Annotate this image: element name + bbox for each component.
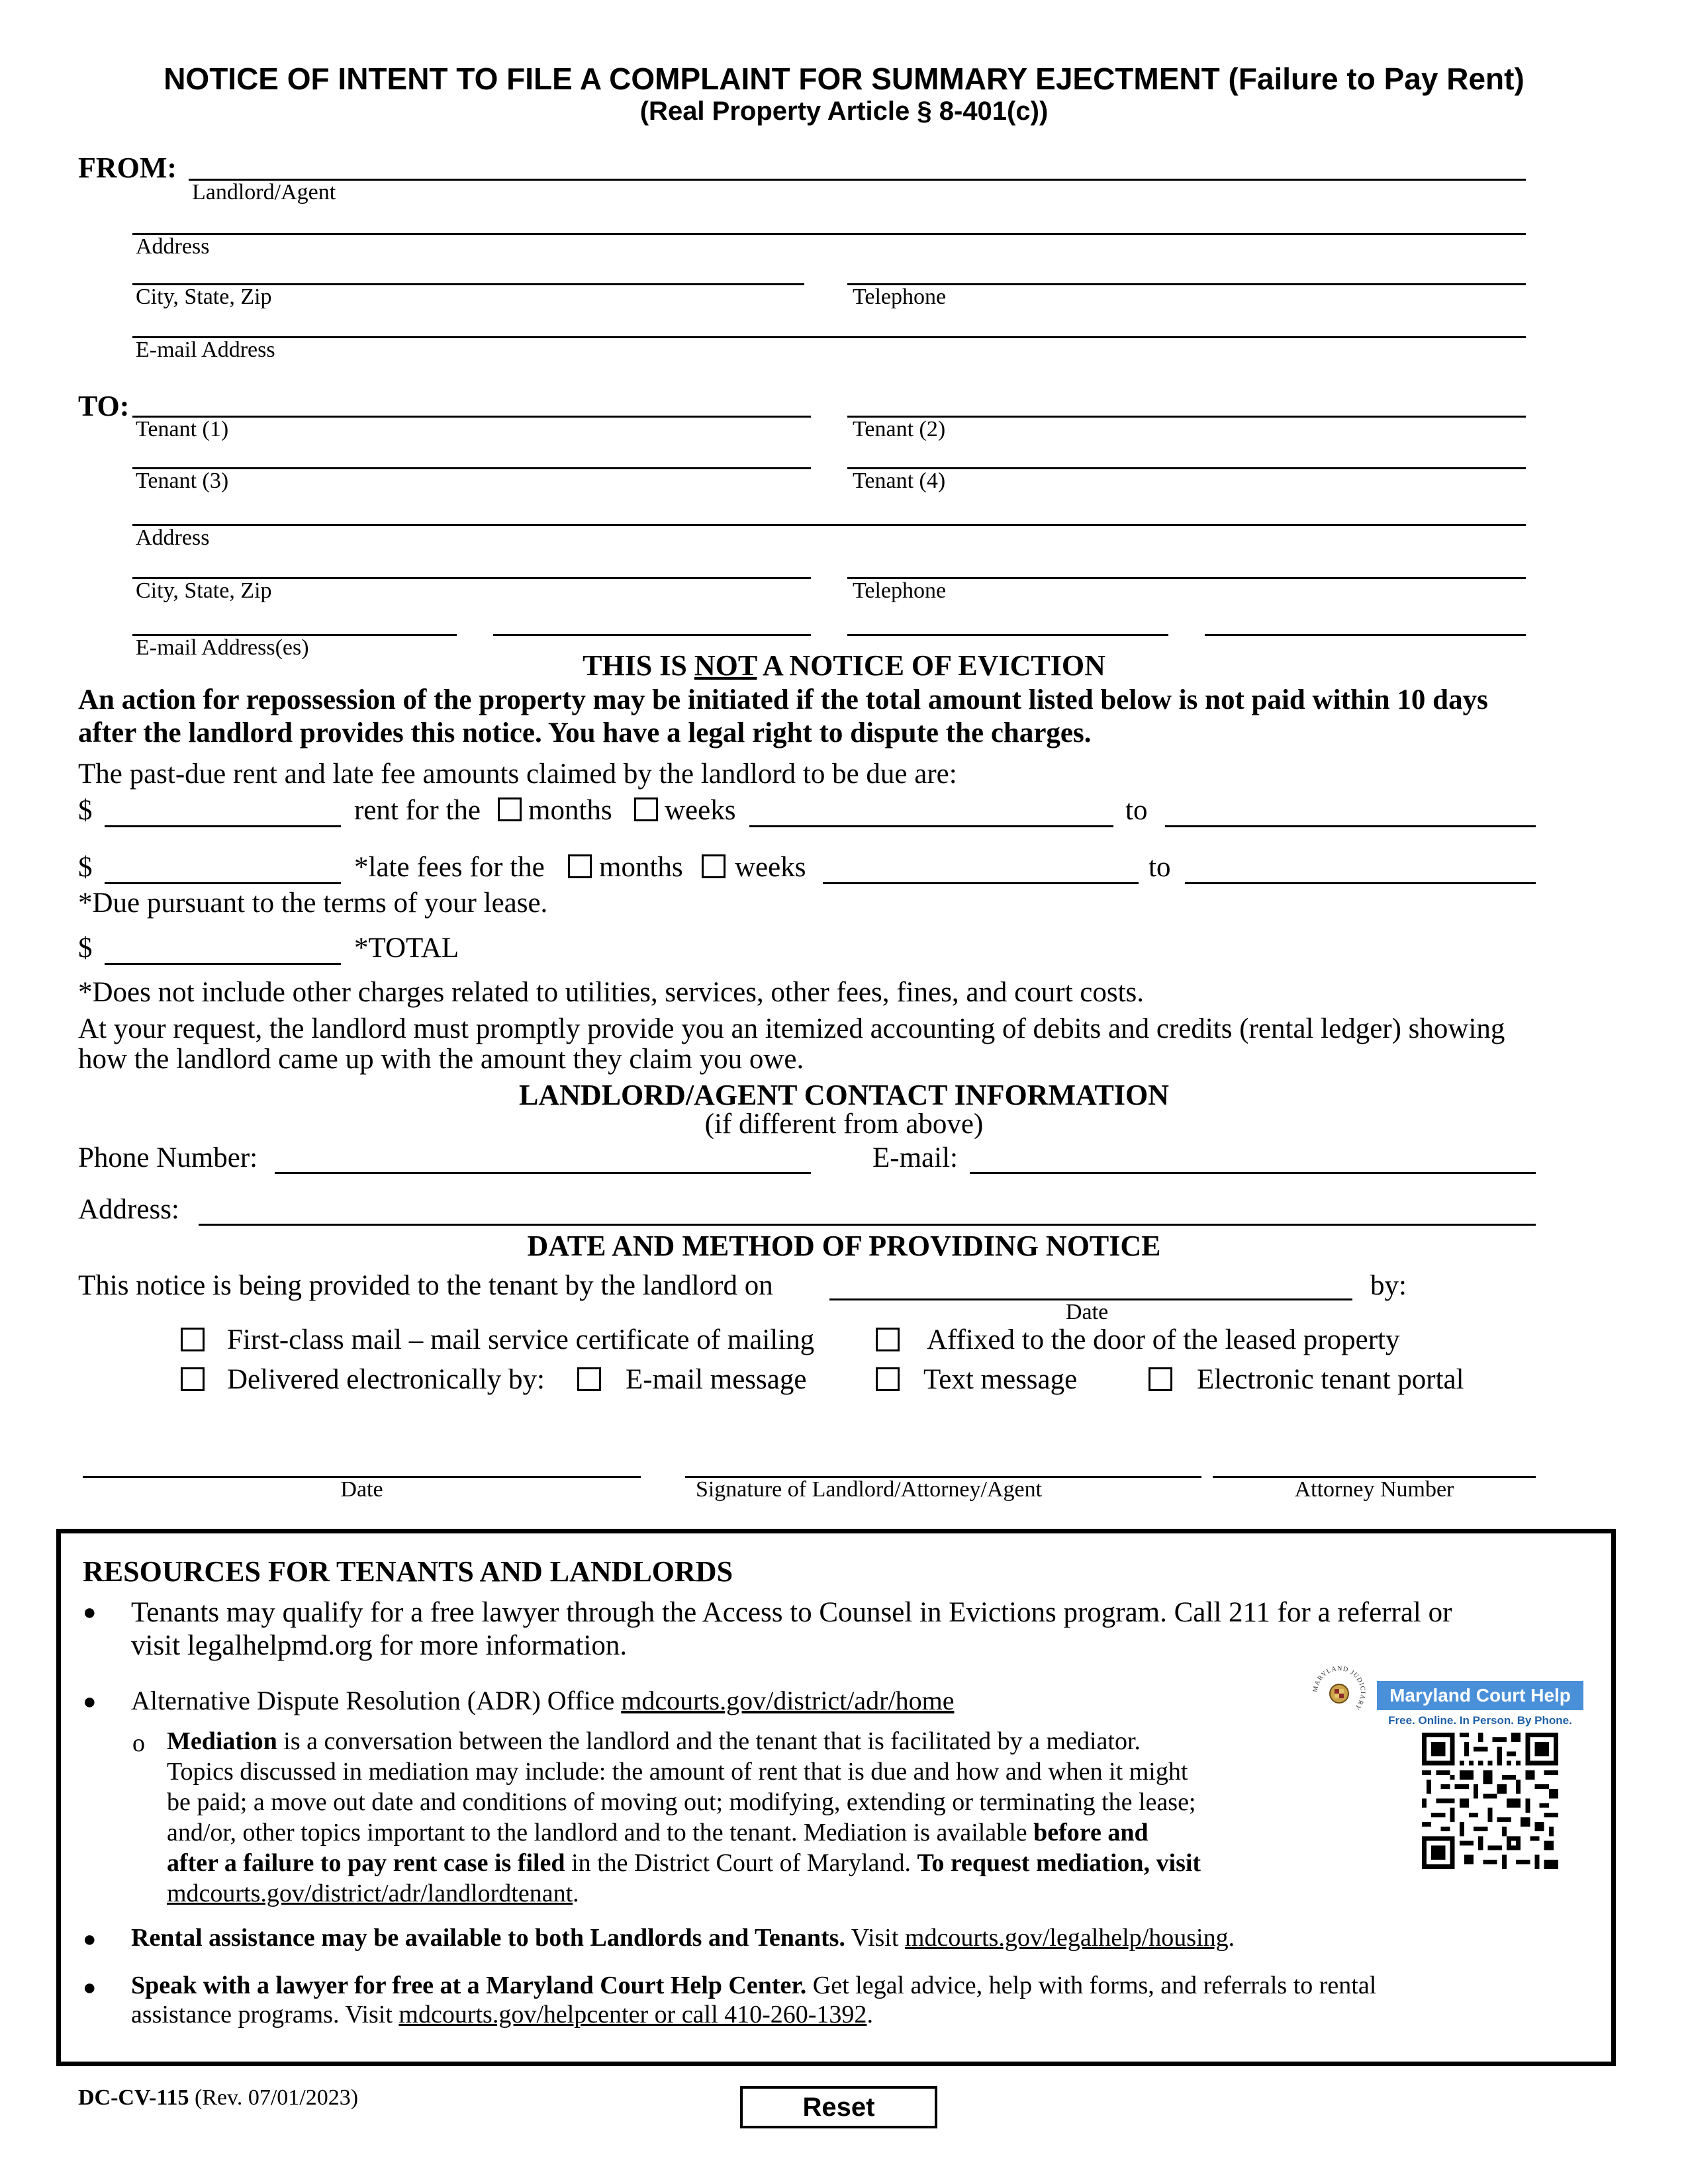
bullet-2: ● (83, 1690, 97, 1714)
rent-months-label: months (528, 795, 612, 826)
page-subtitle: (Real Property Article § 8-401(c)) (639, 97, 1049, 126)
request-line-2: how the landlord came up with the amount they claim you owe. (78, 1044, 804, 1075)
landlord-label: Landlord/Agent (192, 180, 336, 205)
form-number (78, 2085, 358, 2111)
contact-email-field[interactable] (970, 1172, 1536, 1174)
affixed-label: Affixed to the door of the leased property (927, 1324, 1400, 1355)
due-pursuant-text: *Due pursuant to the terms of your lease. (78, 887, 548, 919)
maryland-judiciary-seal (1309, 1662, 1369, 1722)
heading-post: A NOTICE OF EVICTION (757, 649, 1105, 682)
from-telephone-label: Telephone (853, 285, 947, 309)
contact-heading: LANDLORD/AGENT CONTACT INFORMATION (519, 1079, 1169, 1111)
affixed-checkbox[interactable] (876, 1328, 900, 1351)
housing-link[interactable]: mdcourts.gov/legalhelp/housing (904, 1924, 1229, 1952)
portal-label: Electronic tenant portal (1197, 1364, 1464, 1395)
rent-dollar: $ (78, 795, 93, 826)
amounts-intro: The past-due rent and late fee amounts claimed by the landlord to be due are: (78, 758, 957, 790)
resource-item-1-line-2: visit legalhelpmd.org for more information. (131, 1630, 628, 1661)
rent-weeks-checkbox[interactable] (634, 797, 658, 821)
bullet-4: ● (83, 1976, 97, 2000)
court-help-banner (1377, 1681, 1583, 1710)
contact-address-label: Address: (78, 1194, 179, 1225)
tenant1-label: Tenant (1) (136, 417, 229, 441)
email-message-label: E-mail message (626, 1364, 807, 1395)
help-center-line2: assistance programs. Visit (131, 2001, 399, 2028)
fee-weeks-checkbox[interactable] (702, 854, 726, 878)
qr-code[interactable] (1422, 1733, 1558, 1869)
form-revision: (Rev. 07/01/2023) (189, 2085, 359, 2110)
warning-line-1: An action for repossession of the property may be initiated if the total amount listed below is not paid within 10 days (78, 684, 1488, 715)
mediation-line-6 (167, 1878, 1201, 1909)
to-address-label: Address (136, 525, 210, 550)
rent-weeks-label: weeks (665, 795, 736, 826)
rent-for-label: rent for the (354, 795, 481, 826)
portal-checkbox[interactable] (1149, 1367, 1172, 1391)
tenant-email-field-2[interactable] (493, 634, 811, 636)
fee-to-field[interactable] (1185, 882, 1536, 884)
resource-item-3 (131, 1923, 1235, 1953)
tenant-email-field-4[interactable] (1205, 634, 1526, 636)
total-amount-field[interactable] (105, 963, 341, 965)
signature-date-label: Date (340, 1477, 383, 1502)
phone-label: Phone Number: (78, 1142, 258, 1173)
contact-email-label: E-mail: (872, 1142, 958, 1173)
mediation-text-5b: in the District Court of Maryland. (565, 1849, 917, 1877)
mediation-bold: Mediation (167, 1727, 277, 1755)
to-telephone-field[interactable] (847, 577, 1526, 579)
attorney-number-label: Attorney Number (1294, 1477, 1454, 1502)
fee-months-checkbox[interactable] (568, 854, 592, 878)
mediation-text-1: is a conversation between the landlord and the tenant that is facilitated by a mediator. (277, 1727, 1141, 1755)
tenant2-label: Tenant (2) (853, 417, 946, 441)
late-fees-for-label: *late fees for the (354, 852, 545, 883)
page-title: NOTICE OF INTENT TO FILE A COMPLAINT FOR SUMMARY EJECTMENT (Failure to Pay Rent) (164, 62, 1524, 96)
rent-to-field[interactable] (1165, 825, 1536, 827)
seal-text: MARYLAND JUDICIARY (1311, 1664, 1367, 1712)
adr-text: Alternative Dispute Resolution (ADR) Office (131, 1686, 622, 1715)
provided-text: This notice is being provided to the tenant by the landlord on (78, 1270, 773, 1301)
tenant4-label: Tenant (4) (853, 469, 946, 493)
total-dollar: $ (78, 933, 93, 964)
to-address-field[interactable] (132, 524, 1526, 526)
bullet-1: ● (83, 1600, 97, 1625)
fee-to-label: to (1149, 852, 1171, 883)
method-heading: DATE AND METHOD OF PROVIDING NOTICE (527, 1230, 1161, 1262)
mediation-text-4b: before and (1033, 1819, 1149, 1846)
text-message-checkbox[interactable] (876, 1367, 900, 1391)
first-class-label: First-class mail – mail service certificate of mailing (227, 1324, 815, 1355)
by-label: by: (1370, 1270, 1407, 1301)
email-message-checkbox[interactable] (577, 1367, 601, 1391)
fee-months-label: months (599, 852, 683, 883)
rent-to-label: to (1125, 795, 1148, 826)
mediation-line-4 (167, 1817, 1201, 1848)
rent-amount-field[interactable] (105, 825, 341, 827)
not-include-text: *Does not include other charges related to utilities, services, other fees, fines, and court costs. (78, 977, 1145, 1008)
resources-heading: RESOURCES FOR TENANTS AND LANDLORDS (83, 1555, 733, 1588)
total-label: *TOTAL (354, 933, 459, 964)
help-center-bold: Speak with a lawyer for free at a Maryland Court Help Center. (131, 1972, 807, 1999)
to-city-label: City, State, Zip (136, 578, 272, 603)
help-center-text: Get legal advice, help with forms, and referrals to rental (806, 1972, 1377, 1999)
mediation-text-5c: To request mediation, visit (917, 1849, 1201, 1877)
heading-pre: THIS IS (583, 649, 694, 682)
reset-label: Reset (802, 2093, 875, 2122)
from-heading: FROM: (78, 152, 177, 184)
fee-dollar: $ (78, 852, 93, 883)
rent-from-field[interactable] (749, 825, 1113, 827)
from-telephone-field[interactable] (847, 283, 1526, 285)
resource-item-1-line-1: Tenants may qualify for a free lawyer through the Access to Counsel in Evictions program. Call 211 for a referral or (131, 1597, 1452, 1628)
to-emails-label: E-mail Address(es) (136, 635, 309, 660)
electronic-label: Delivered electronically by: (227, 1364, 545, 1395)
resource-item-4 (131, 1971, 1376, 2029)
mediation-line-3: be paid; a move out date and conditions of moving out; modifying, extending or terminating the lease; (167, 1788, 1196, 1816)
contact-address-field[interactable] (199, 1224, 1536, 1226)
signature-label: Signature of Landlord/Attorney/Agent (695, 1477, 1043, 1502)
request-line-1: At your request, the landlord must promptly provide you an itemized accounting of debits and credits (rental ledger) showing (78, 1013, 1505, 1044)
reset-button[interactable] (740, 2086, 937, 2128)
housing-end: . (1228, 1924, 1235, 1952)
tenant3-field[interactable] (132, 467, 811, 469)
to-heading: TO: (78, 390, 130, 422)
mediation-line-1 (167, 1726, 1201, 1756)
tenant3-label: Tenant (3) (136, 469, 229, 493)
rent-months-checkbox[interactable] (498, 797, 522, 821)
first-class-checkbox[interactable] (181, 1328, 205, 1351)
fee-weeks-label: weeks (735, 852, 806, 883)
mediation-link[interactable]: mdcourts.gov/district/adr/landlordtenant (167, 1880, 573, 1907)
court-help-label: Maryland Court Help (1389, 1685, 1571, 1706)
mediation-paragraph (167, 1726, 1201, 1909)
rental-assistance-bold: Rental assistance may be available to both Landlords and Tenants. (131, 1924, 845, 1952)
from-city-label: City, State, Zip (136, 285, 272, 309)
text-message-label: Text message (923, 1364, 1078, 1395)
from-email-field[interactable] (132, 336, 1526, 338)
mediation-line-5 (167, 1848, 1201, 1878)
from-address-field[interactable] (132, 233, 1526, 235)
form-id: DC-CV-115 (78, 2085, 189, 2110)
heading-not: NOT (694, 649, 757, 682)
fee-from-field[interactable] (823, 882, 1139, 884)
mediation-text-4a: and/or, other topics important to the landlord and to the tenant. Mediation is available (167, 1819, 1034, 1846)
from-email-label: E-mail Address (136, 338, 275, 362)
from-address-label: Address (136, 234, 210, 259)
mediation-text-5a: after a failure to pay rent case is filed (167, 1849, 565, 1877)
court-help-tagline: Free. Online. In Person. By Phone. (1388, 1714, 1572, 1727)
help-center-end: . (867, 2001, 873, 2028)
resource-item-2 (131, 1685, 954, 1717)
mediation-line-2: Topics discussed in mediation may include: the amount of rent that is due and how and when it might (167, 1758, 1188, 1786)
contact-subheading: (if different from above) (704, 1109, 984, 1140)
adr-link[interactable]: mdcourts.gov/district/adr/home (621, 1686, 955, 1715)
tenant4-field[interactable] (847, 467, 1526, 469)
landlord-field[interactable] (189, 179, 1526, 181)
resource-item-4-line-2 (131, 2000, 1376, 2029)
mediation-bullet: o (132, 1729, 145, 1757)
warning-line-2: after the landlord provides this notice. You have a legal right to dispute the charges. (78, 717, 1092, 749)
to-telephone-label: Telephone (853, 578, 947, 603)
help-center-link[interactable]: mdcourts.gov/helpcenter or call 410-260-1392 (399, 2001, 867, 2028)
late-fee-amount-field[interactable] (105, 882, 341, 884)
notice-date-label: Date (1066, 1300, 1109, 1324)
resource-item-4-line-1 (131, 1971, 1376, 2000)
mediation-end: . (573, 1880, 579, 1907)
tenant1-field[interactable] (132, 416, 811, 418)
tenant-email-field-3[interactable] (847, 634, 1168, 636)
not-eviction-heading (0, 649, 1688, 683)
bullet-3: ● (83, 1927, 97, 1952)
rental-assistance-text: Visit (845, 1924, 905, 1952)
tenant2-field[interactable] (847, 416, 1526, 418)
phone-field[interactable] (275, 1172, 811, 1174)
electronic-checkbox[interactable] (181, 1367, 205, 1391)
